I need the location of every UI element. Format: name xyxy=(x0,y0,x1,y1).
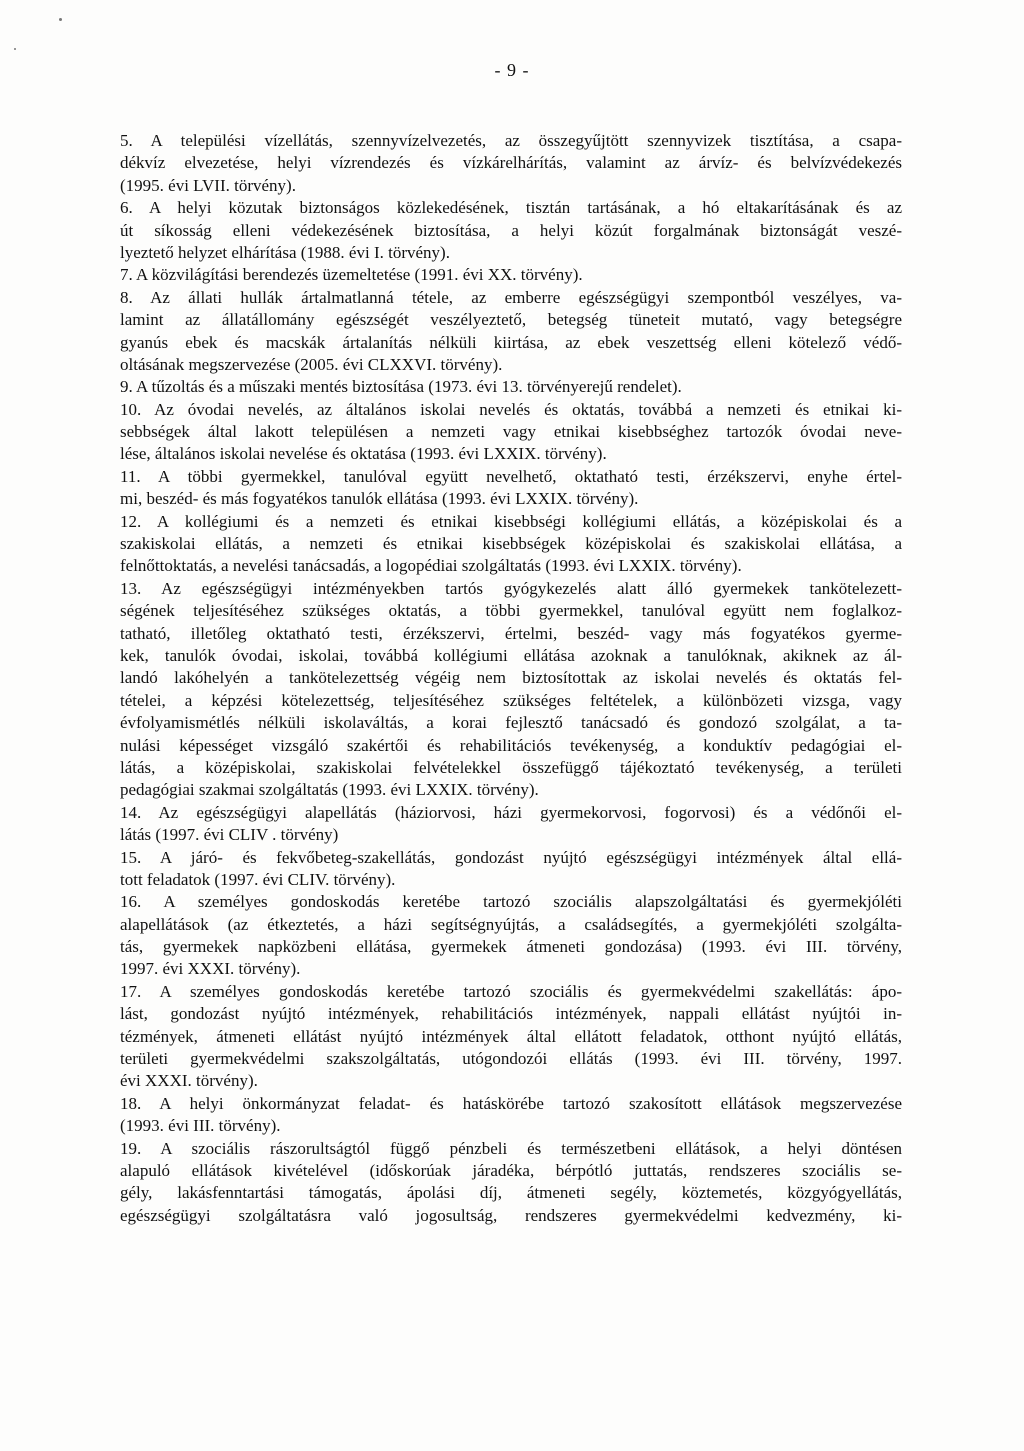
text-line: szakiskolai ellátás, a nemzeti és etnikai kisebbségek középiskolai és szakiskolai ellátása, a xyxy=(120,534,902,554)
document-body xyxy=(120,130,902,1227)
text-line: látás (1997. évi CLIV . törvény) xyxy=(120,825,339,845)
text-line: 8. Az állati hullák ártalmatlanná tétele, az emberre egészségügyi szempontból veszélyes, va- xyxy=(120,287,902,307)
text-line: sebbségek által lakott településen a nemzeti vagy etnikai kisebbséghez tartozók óvodai neve- xyxy=(120,422,902,442)
text-line: dékvíz elvezetése, helyi vízrendezés és vízkárelhárítás, valamint az árvíz- és belvízvédekezés xyxy=(120,153,902,173)
text-line: (1995. évi LVII. törvény). xyxy=(120,175,296,195)
text-line: 16. A személyes gondoskodás keretébe tartozó szociális alapszolgáltatási és gyermekjóléti xyxy=(120,892,902,912)
text-line: 10. Az óvodai nevelés, az általános iskolai nevelés és oktatás, továbbá a nemzeti és etnikai ki- xyxy=(120,399,902,419)
text-line: 9. A tűzoltás és a műszaki mentés biztosítása (1973. évi 13. törvényerejű rendelet). xyxy=(120,377,682,397)
text-line: felnőttoktatás, a nevelési tanácsadás, a logopédiai szolgáltatás (1993. évi LXXIX. törvény). xyxy=(120,556,742,576)
page-number: - 9 - xyxy=(494,60,530,80)
text-line: lamint az állatállomány egészségét veszélyeztető, betegség tüneteit mutató, vagy betegségre xyxy=(120,310,902,330)
text-line: 18. A helyi önkormányzat feladat- és hatáskörébe tartozó szakosított ellátások megszervezése xyxy=(120,1093,902,1113)
text-line: gyanús ebek és macskák ártalanítás nélküli kiirtása, az ebek veszettség elleni kötelező védő- xyxy=(120,332,902,352)
text-line: tézmények, átmeneti ellátást nyújtó intézmények által ellátott feladatok, otthont nyújtó ellátás, xyxy=(120,1026,902,1046)
text-line: oltásának megszervezése (2005. évi CLXXVI. törvény). xyxy=(120,354,503,374)
text-line: 1997. évi XXXI. törvény). xyxy=(120,959,301,979)
text-line: 5. A települési vízellátás, szennyvízelvezetés, az összegyűjtött szennyvizek tisztítása, a csapa- xyxy=(120,131,902,150)
text-line: alapellátások (az étkeztetés, a házi segítségnyújtás, a családsegítés, a gyermekjóléti szolgálta- xyxy=(120,914,902,934)
text-line: tatható, illetőleg oktatható testi, érzékszervi, értelmi, beszéd- vagy más fogyatékos gyerme- xyxy=(120,623,902,643)
text-line: alapuló ellátások kivételével (időskorúak járadéka, bérpótló juttatás, rendszeres szociális se- xyxy=(120,1160,902,1180)
text-line: 17. A személyes gondoskodás keretébe tartozó szociális és gyermekvédelmi szakellátás: ápo- xyxy=(120,981,902,1001)
text-line: 7. A közvilágítási berendezés üzemeltetése (1991. évi XX. törvény). xyxy=(120,265,583,285)
text-line: gély, lakásfenntartási támogatás, ápolási díj, átmeneti segély, köztemetés, közgyógyellátás, xyxy=(120,1183,902,1203)
text-line: landó lakóhelyén a tankötelezettség végéig nem biztosítottak az iskolai nevelés és oktatás fel- xyxy=(120,668,902,688)
text-line: látás, a középiskolai, szakiskolai felvételekkel összefüggő tájékoztató tevékenység, a területi xyxy=(120,757,902,777)
text-line: 14. Az egészségügyi alapellátás (háziorvosi, házi gyermekorvosi, fogorvosi) és a védőnői el- xyxy=(120,802,902,822)
text-line: területi gyermekvédelmi szakszolgáltatás, utógondozói ellátás (1993. évi III. törvény, 1997. xyxy=(120,1049,902,1069)
text-line: 6. A helyi közutak biztonságos közlekedésének, tisztán tartásának, a hó eltakarításának és az xyxy=(120,198,902,218)
text-line: nulási képességet vizsgáló szakértői és rehabilitációs tevékenység, a konduktív pedagógiai el- xyxy=(120,735,902,755)
text-line: pedagógiai szakmai szolgáltatás (1993. évi LXXIX. törvény). xyxy=(120,780,539,800)
text-line: 19. A szociális rászorultságtól függő pénzbeli és természetbeni ellátások, a helyi döntésen xyxy=(120,1138,902,1158)
text-line: tételei, a képzési kötelezettség, teljesítéséhez szükséges feltételek, a különbözeti vizsga, vagy xyxy=(120,690,902,710)
text-line: évfolyamismétlés nélküli iskolaváltás, a korai fejlesztő tanácsadó és gondozó szolgálat, a ta- xyxy=(120,713,902,733)
text-line: 11. A többi gyermekkel, tanulóval együtt nevelhető, oktatható testi, érzékszervi, enyhe értel- xyxy=(120,466,902,486)
text-line: lése, általános iskolai nevelése és oktatása (1993. évi LXXIX. törvény). xyxy=(120,444,607,464)
text-line: mi, beszéd- és más fogyatékos tanulók ellátása (1993. évi LXXIX. törvény). xyxy=(120,489,639,509)
text-line: kek, tanulók óvodai, iskolai, továbbá kollégiumi ellátása azoknak a tanulóknak, akiknek az ál- xyxy=(120,645,902,665)
text-line: évi XXXI. törvény). xyxy=(120,1071,258,1091)
scan-speck xyxy=(59,18,62,21)
text-line: tott feladatok (1997. évi CLIV. törvény). xyxy=(120,869,396,889)
text-line: (1993. évi III. törvény). xyxy=(120,1116,281,1136)
text-line: lást, gondozást nyújtó intézmények, rehabilitációs intézmények, nappali ellátást nyújtói in- xyxy=(120,1004,902,1024)
text-line: lyeztető helyzet elhárítása (1988. évi I. törvény). xyxy=(120,242,450,262)
text-line: út síkosság elleni védekezésének biztosítása, a helyi közút forgalmának biztonságát veszé- xyxy=(120,220,902,240)
text-line: 15. A járó- és fekvőbeteg-szakellátás, gondozást nyújtó egészségügyi intézmények által ellá- xyxy=(120,847,902,867)
text-line: tás, gyermekek napközbeni ellátása, gyermekek átmeneti gondozása) (1993. évi III. törvény, xyxy=(120,937,902,957)
text-line: egészségügyi szolgáltatásra való jogosultság, rendszeres gyermekvédelmi kedvezmény, ki- xyxy=(120,1205,902,1225)
text-line: 12. A kollégiumi és a nemzeti és etnikai kisebbségi kollégiumi ellátás, a középiskolai és a xyxy=(120,511,902,531)
scan-speck xyxy=(14,48,16,50)
text-line: ségének teljesítéséhez szükséges oktatás, a többi gyermekkel, tanulóval együtt nem foglalkoz- xyxy=(120,601,902,621)
text-line: 13. Az egészségügyi intézményekben tartós gyógykezelés alatt álló gyermekek tankötelezett- xyxy=(120,578,902,598)
